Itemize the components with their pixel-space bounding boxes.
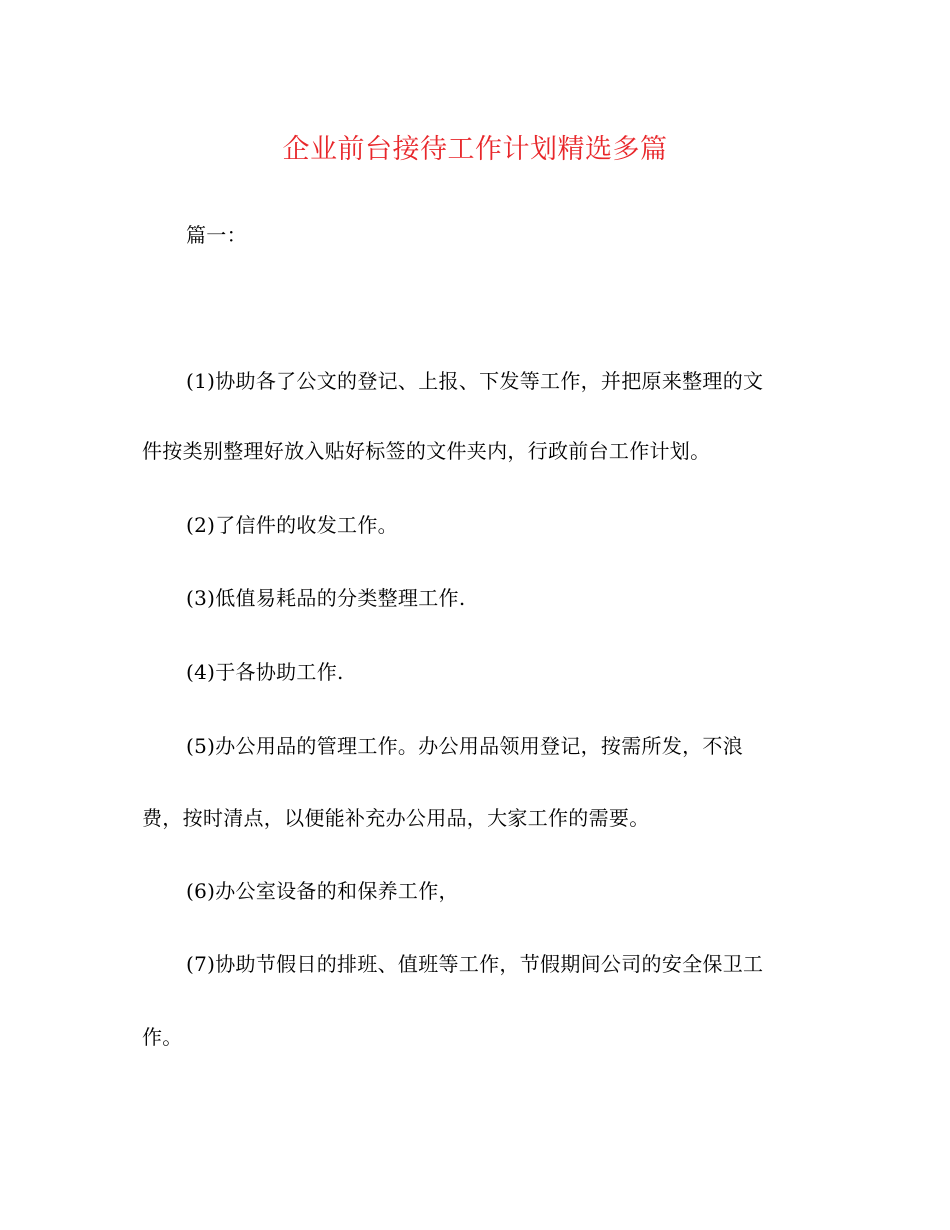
paragraph-line: (1)协助各了公文的登记、上报、下发等工作，并把原来整理的文: [186, 369, 764, 393]
paragraph-line: 费，按时清点，以便能补充办公用品，大家工作的需要。: [142, 806, 650, 830]
paragraph-line: 件按类别整理好放入贴好标签的文件夹内，行政前台工作计划。: [142, 439, 711, 463]
paragraph-line: (4)于各协助工作.: [186, 660, 344, 684]
paragraph-line: (2)了信件的收发工作。: [186, 513, 398, 537]
section-label: 篇一：: [186, 223, 247, 247]
paragraph-line: (6)办公室设备的和保养工作，: [186, 879, 459, 903]
paragraph-line: (3)低值易耗品的分类整理工作.: [186, 586, 466, 610]
paragraph-line: (7)协助节假日的排班、值班等工作，节假期间公司的安全保卫工: [186, 952, 764, 976]
document-title: 企业前台接待工作计划精选多篇: [282, 134, 668, 165]
paragraph-line: (5)办公用品的管理工作。办公用品领用登记，按需所发，不浪: [186, 734, 744, 758]
paragraph-line: 作。: [142, 1025, 183, 1049]
